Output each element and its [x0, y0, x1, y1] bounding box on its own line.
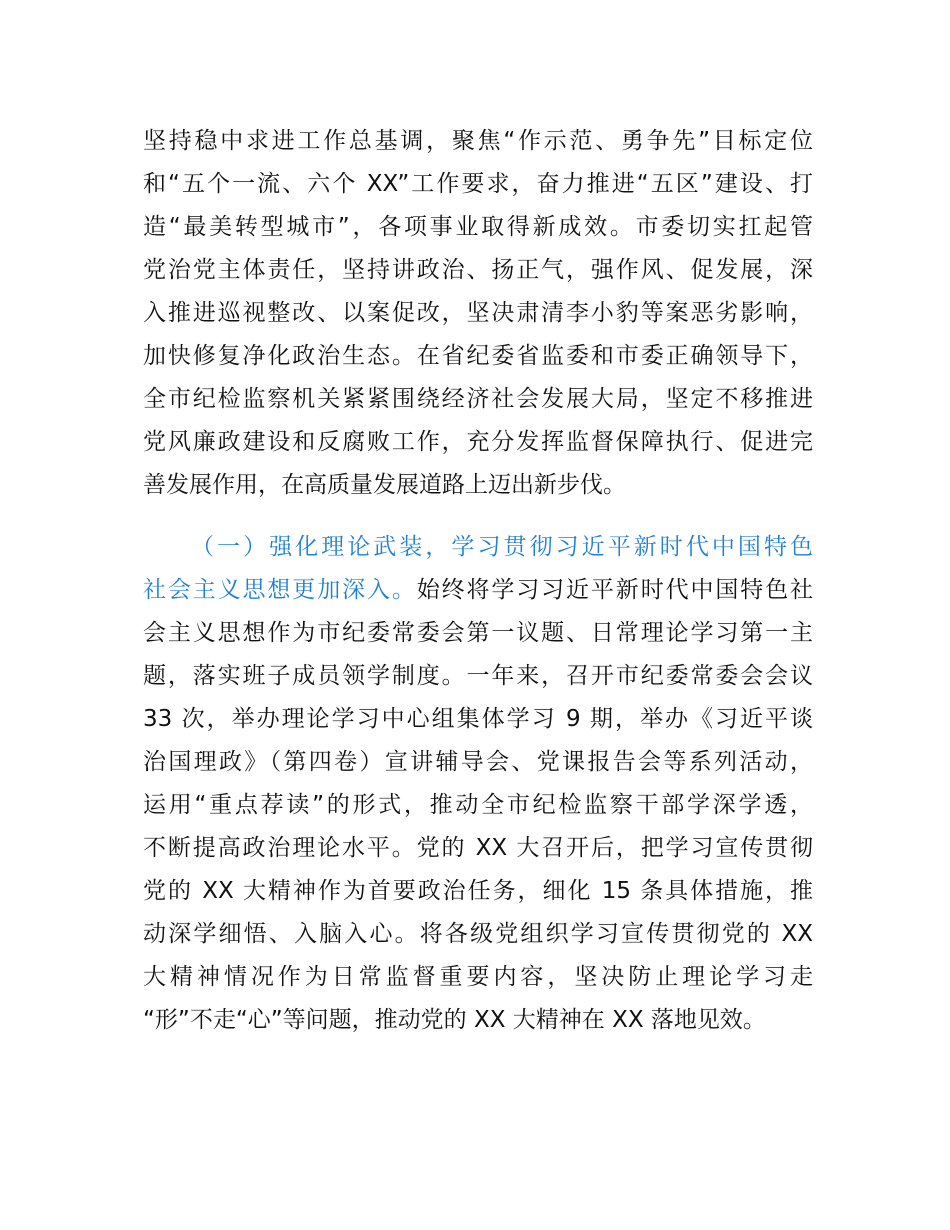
- text-line: 动深学细悟、入脑入心。将各级党组织学习宣传贯彻党的 XX: [143, 921, 813, 947]
- paragraph-section-1: [143, 526, 813, 1042]
- text-line: 不断提高政治理论水平。党的 XX 大召开后，把学习宣传贯彻: [143, 835, 813, 861]
- text-line: 大精神情况作为日常监督重要内容，坚决防止理论学习走: [143, 964, 813, 990]
- text-span: 始终将学习习近平新时代中国特色社: [416, 577, 813, 603]
- paragraph-intro: [143, 120, 813, 507]
- text-line: 入推进巡视整改、以案促改，坚决肃清李小豹等案恶劣影响，: [143, 300, 813, 326]
- text-line: 党治党主体责任，坚持讲政治、扬正气，强作风、促发展，深: [143, 257, 813, 283]
- text-line: 加快修复净化政治生态。在省纪委省监委和市委正确领导下，: [143, 343, 813, 369]
- text-line: “形”不走“心”等问题，推动党的 XX 大精神在 XX 落地见效。: [143, 1007, 766, 1033]
- text-line: 党风廉政建设和反腐败工作，充分发挥监督保障执行、促进完: [143, 429, 813, 455]
- text-line: [143, 569, 813, 612]
- text-line: 善发展作用，在高质量发展道路上迈出新步伐。: [143, 472, 626, 498]
- text-line: 运用“重点荐读”的形式，推动全市纪检监察干部学深学透，: [143, 792, 813, 818]
- text-line: 治国理政》（第四卷）宣讲辅导会、党课报告会等系列活动，: [143, 749, 813, 775]
- section-heading: （一）强化理论武装，学习贯彻习近平新时代中国特色: [191, 534, 813, 560]
- text-line: 会主义思想作为市纪委常委会第一议题、日常理论学习第一主: [143, 620, 813, 646]
- section-heading-continued: 社会主义思想更加深入。: [143, 577, 417, 603]
- text-line: 造“最美转型城市”，各项事业取得新成效。市委切实扛起管: [143, 214, 813, 240]
- text-line: 题，落实班子成员领学制度。一年来，召开市纪委常委会会议: [143, 663, 813, 689]
- text-line: 全市纪检监察机关紧紧围绕经济社会发展大局，坚定不移推进: [143, 386, 813, 412]
- text-line: 和“五个一流、六个 XX”工作要求，奋力推进“五区”建设、打: [143, 171, 813, 197]
- text-line: 33 次，举办理论学习中心组集体学习 9 期，举办《习近平谈: [143, 706, 813, 732]
- text-line: 党的 XX 大精神作为首要政治任务，细化 15 条具体措施，推: [143, 878, 813, 904]
- text-line: 坚持稳中求进工作总基调，聚焦“作示范、勇争先”目标定位: [143, 128, 813, 154]
